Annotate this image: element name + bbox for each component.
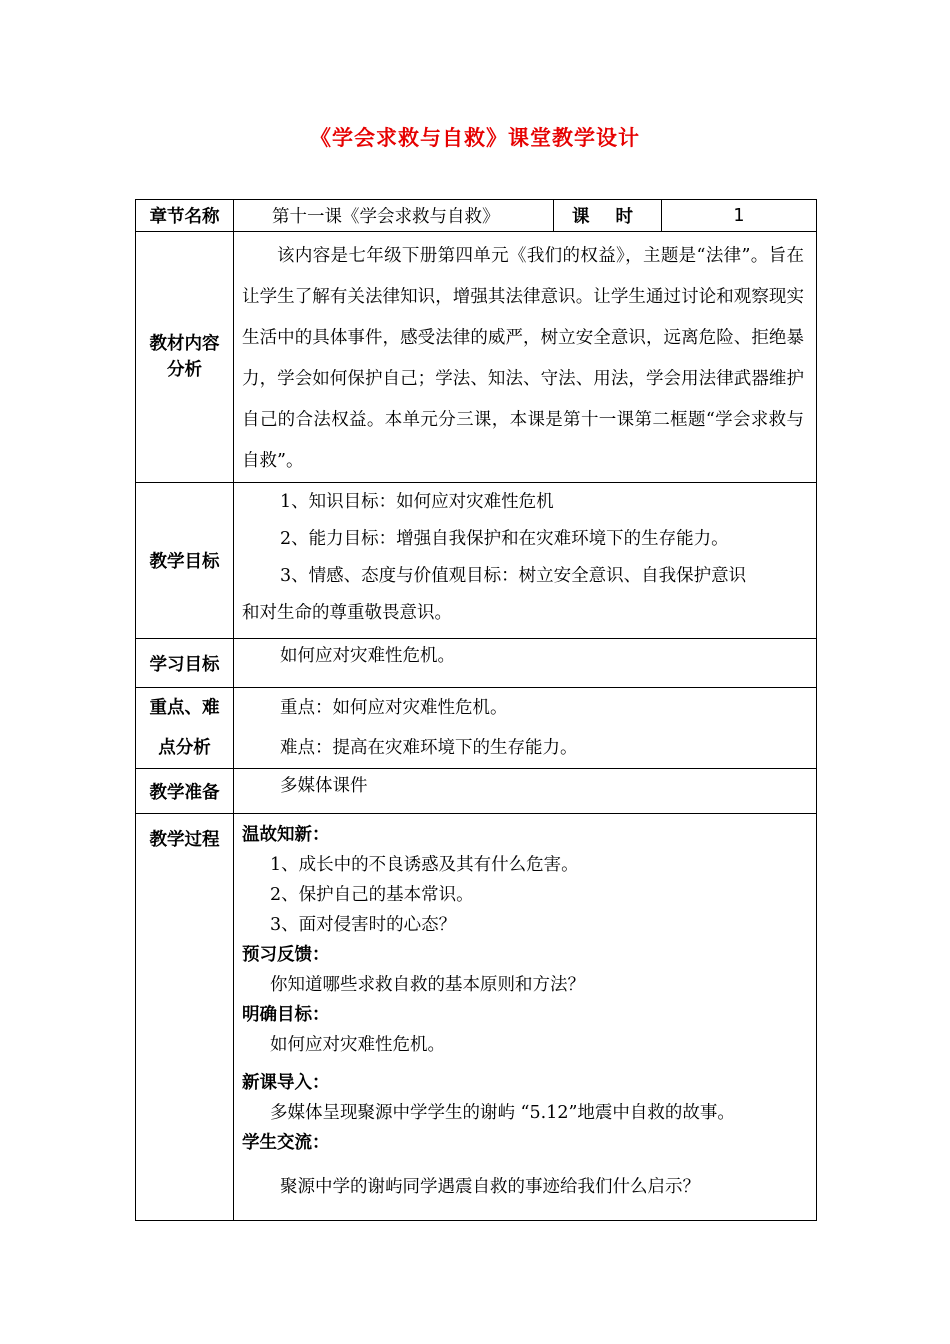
- period-label: 课 时: [554, 200, 662, 232]
- preparation-label: 教学准备: [136, 769, 234, 814]
- preparation-cell: [234, 769, 817, 814]
- key-points-label: 重点、难 点分析: [136, 688, 234, 769]
- chapter-label: 章节名称: [136, 200, 234, 232]
- key-points-cell: [234, 688, 817, 769]
- key-points-row: [136, 688, 817, 769]
- teaching-goals-row: [136, 483, 817, 639]
- process-label: 教学过程: [136, 814, 234, 1221]
- teaching-goal-item: 3、情感、态度与价值观目标：树立安全意识、自我保护意识: [280, 566, 747, 586]
- content-analysis-label: 教材内容分析: [136, 232, 234, 483]
- review-item: 3、面对侵害时的心态？: [270, 915, 457, 935]
- review-heading: 温故知新：: [242, 825, 330, 845]
- content-analysis-cell: [234, 232, 817, 483]
- learning-goals-row: [136, 639, 817, 688]
- preparation-text: 多媒体课件: [280, 776, 368, 796]
- key-point-text: 重点：如何应对灾难性危机。: [280, 698, 508, 718]
- discuss-heading: 学生交流：: [242, 1133, 330, 1153]
- header-row: [136, 200, 817, 232]
- process-row: [136, 814, 817, 1221]
- process-cell: [234, 814, 817, 1221]
- review-item: 1、成长中的不良诱惑及其有什么危害。: [270, 855, 579, 875]
- goal-heading: 明确目标：: [242, 1005, 330, 1025]
- preview-heading: 预习反馈：: [242, 945, 330, 965]
- page-title: 《学会求救与自救》课堂教学设计: [310, 126, 640, 150]
- period-value: 1: [662, 200, 817, 232]
- discuss-text: 聚源中学的谢屿同学遇震自救的事迹给我们什么启示？: [280, 1177, 700, 1197]
- preparation-row: [136, 769, 817, 814]
- teaching-goal-item: 2、能力目标：增强自我保护和在灾难环境下的生存能力。: [280, 529, 729, 549]
- lesson-name: 第十一课《学会求救与自救》: [234, 200, 554, 232]
- intro-text: 多媒体呈现聚源中学学生的谢屿 “5.12”地震中自救的故事。: [270, 1103, 735, 1123]
- teaching-goal-item: 1、知识目标：如何应对灾难性危机: [280, 492, 554, 512]
- teaching-goals-label: 教学目标: [136, 483, 234, 639]
- intro-heading: 新课导入：: [242, 1073, 330, 1093]
- teaching-goal-item: 和对生命的尊重敬畏意识。: [242, 603, 452, 623]
- difficult-point-text: 难点：提高在灾难环境下的生存能力。: [280, 738, 578, 758]
- lesson-plan-table: [135, 199, 817, 1221]
- teaching-goals-cell: [234, 483, 817, 639]
- content-analysis-text: 该内容是七年级下册第四单元《我们的权益》，主题是“法律”。旨在让学生了解有关法律知识，增强其法律意识。让学生通过讨论和观察现实生活中的具体事件，感受法律的威严，树立安全意识，远离危险、拒绝暴力，学会如何保护自己；学法、知法、守法、用法，学会用法律武器维护自己的合法权益。本单元分三课，本课是第十一课第二框题“学会求救与自救”。: [242, 246, 804, 471]
- learning-goals-cell: [234, 639, 817, 688]
- learning-goals-label: 学习目标: [136, 639, 234, 688]
- learning-goals-text: 如何应对灾难性危机。: [280, 646, 455, 666]
- preview-text: 你知道哪些求救自救的基本原则和方法？: [270, 975, 585, 995]
- content-analysis-row: [136, 232, 817, 483]
- review-item: 2、保护自己的基本常识。: [270, 885, 474, 905]
- goal-text: 如何应对灾难性危机。: [270, 1035, 445, 1055]
